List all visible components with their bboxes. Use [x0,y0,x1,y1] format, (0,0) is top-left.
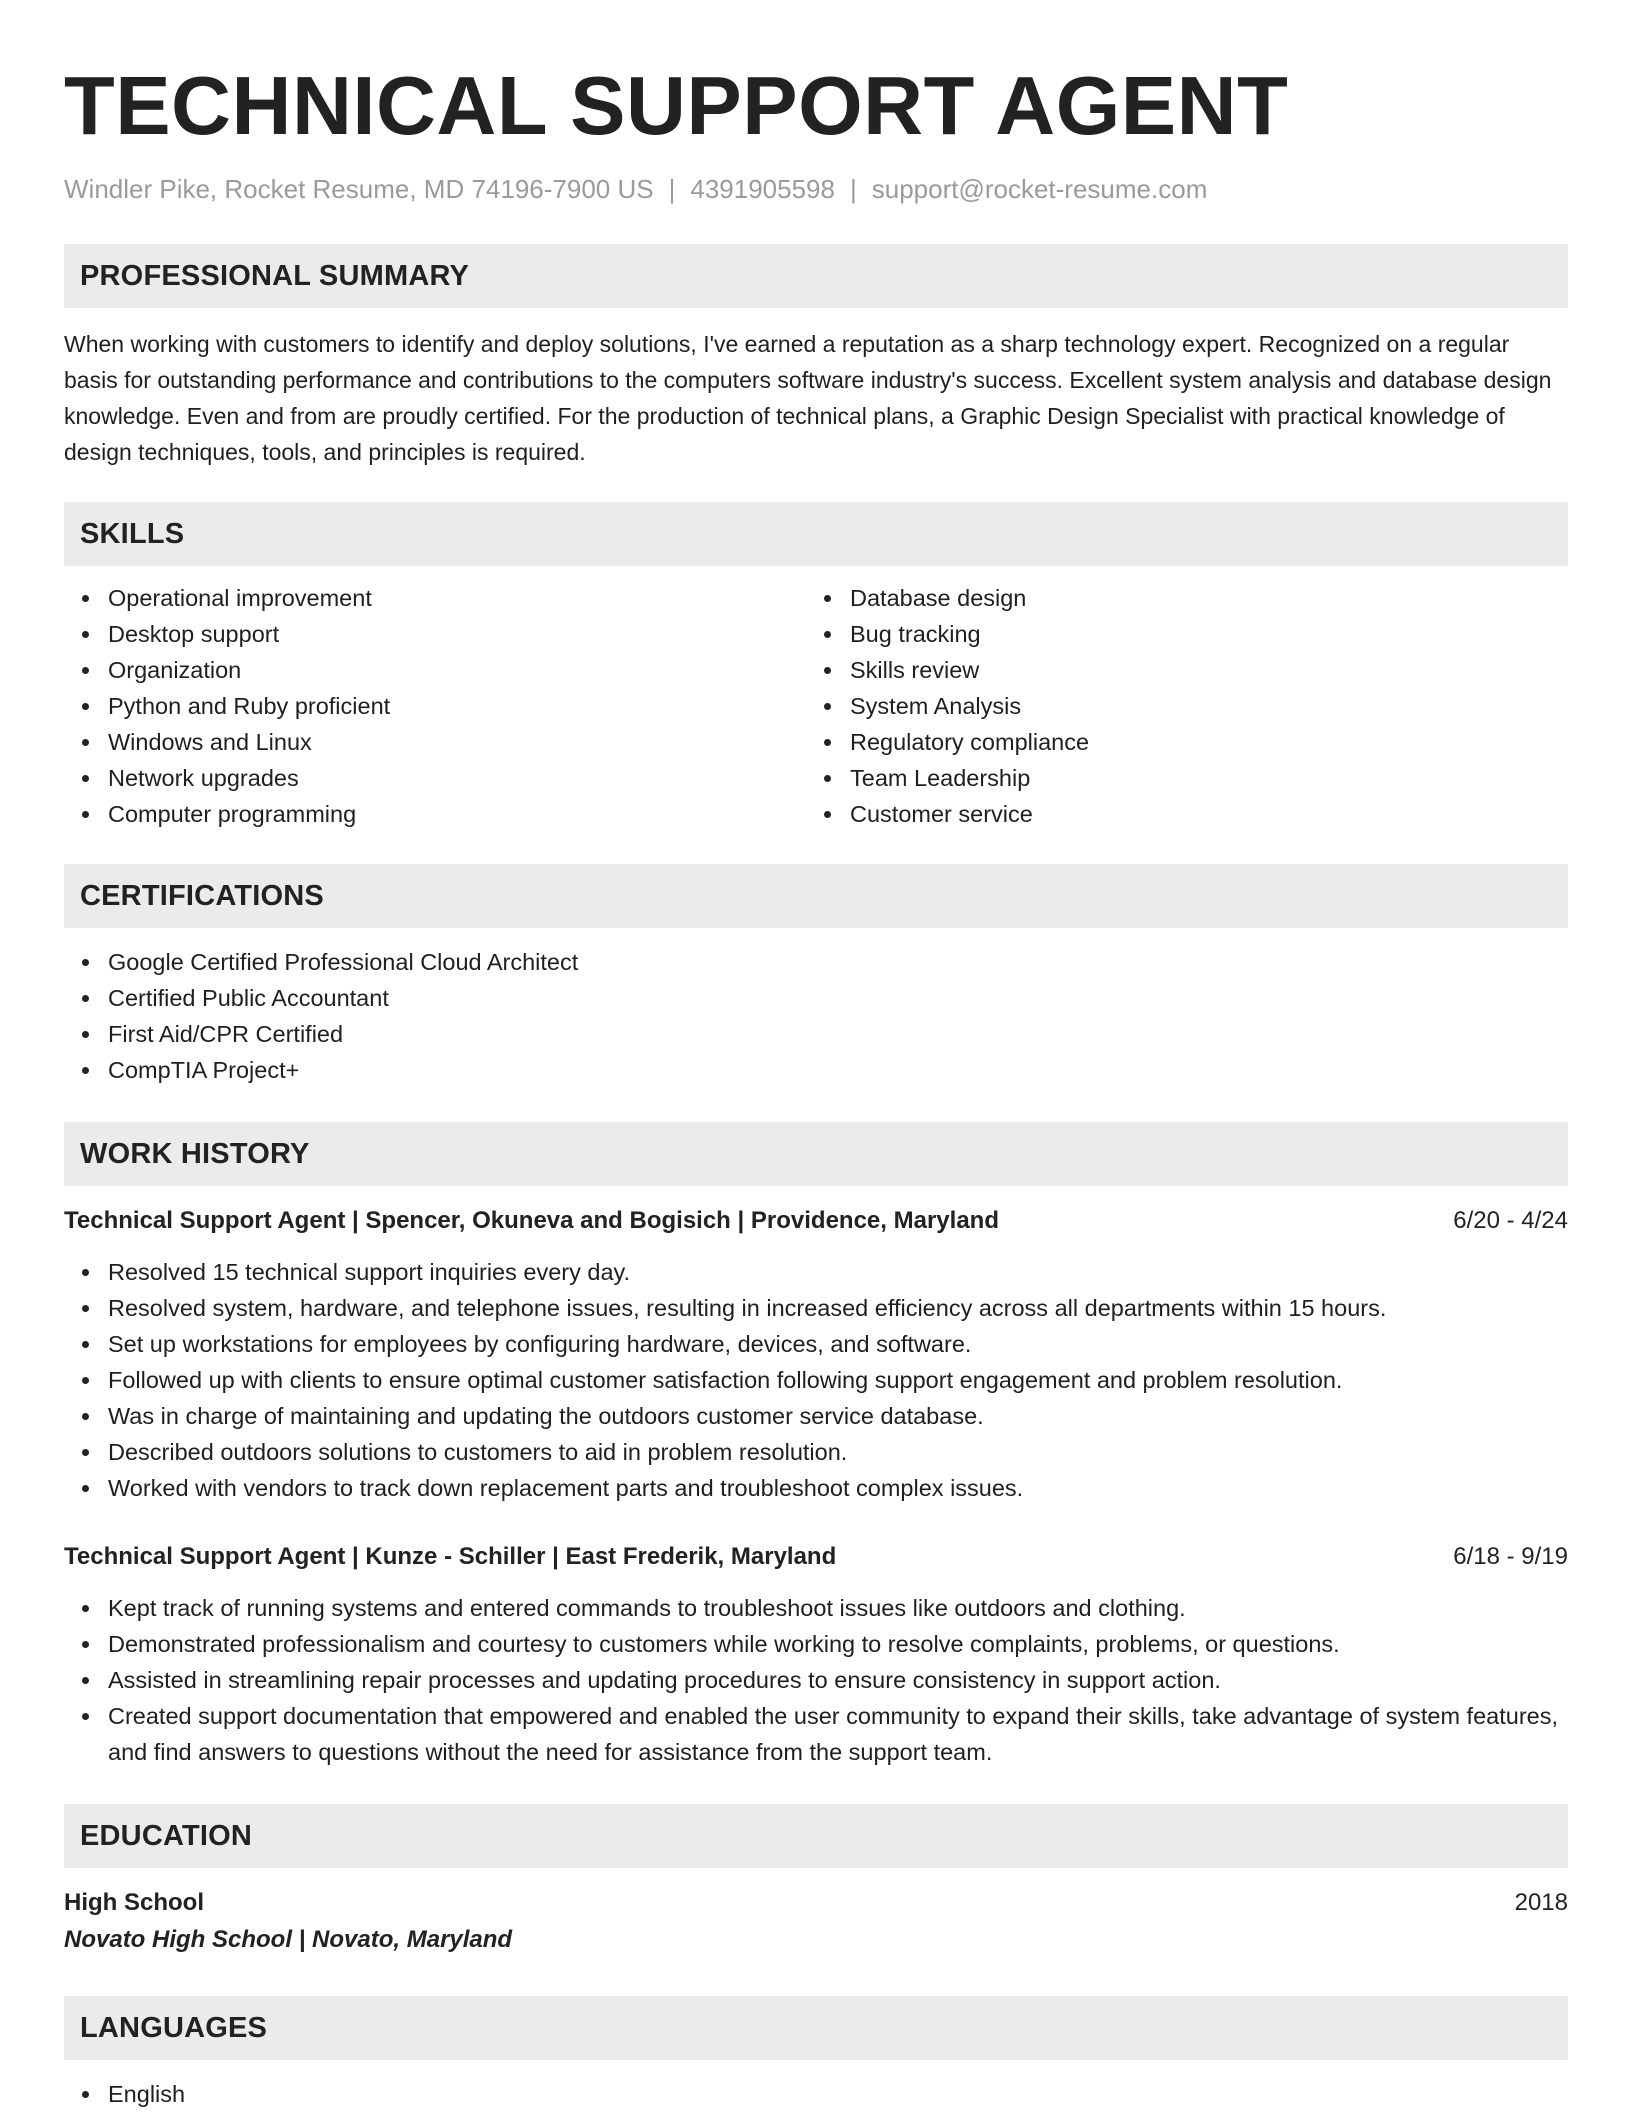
skill-item: Bug tracking [806,616,1548,652]
skill-item: Python and Ruby proficient [64,688,806,724]
skill-item: Team Leadership [806,760,1548,796]
job-bullet: Set up workstations for employees by configuring hardware, devices, and software. [64,1326,1568,1362]
skill-item: System Analysis [806,688,1548,724]
skill-item: Windows and Linux [64,724,806,760]
job-bullet: Resolved system, hardware, and telephone issues, resulting in increased efficiency across all departments within 15 hours. [64,1290,1568,1326]
skill-item: Computer programming [64,796,806,832]
contact-separator: | [668,174,676,204]
certifications-list [64,944,1568,1088]
job-bullet: Was in charge of maintaining and updating the outdoors customer service database. [64,1398,1568,1434]
job-header [64,1540,1568,1574]
languages-list [64,2076,1568,2112]
section-heading-languages: LANGUAGES [64,1996,1568,2060]
section-heading-certifications: CERTIFICATIONS [64,864,1568,928]
skill-item: Skills review [806,652,1548,688]
certification-item: Certified Public Accountant [64,980,1568,1016]
job-bullet: Demonstrated professionalism and courtesy to customers while working to resolve complaints, problems, or questions. [64,1626,1568,1662]
education-school: Novato High School | Novato, Maryland [64,1926,513,1953]
education-header [64,1886,1568,1920]
education-degree: High School [64,1889,204,1916]
section-heading-education: EDUCATION [64,1804,1568,1868]
section-heading-summary: PROFESSIONAL SUMMARY [64,244,1568,308]
job-bullet: Kept track of running systems and entered commands to troubleshoot issues like outdoors and clothing. [64,1590,1568,1626]
job-header [64,1204,1568,1238]
contact-phone: 4391905598 [690,174,835,204]
job-bullet: Followed up with clients to ensure optimal customer satisfaction following support engagement and problem resolution. [64,1362,1568,1398]
job-bullet: Created support documentation that empowered and enabled the user community to expand their skills, take advantage of system features, and find answers to questions without the need for assistance from the support team. [64,1698,1568,1770]
job-bullet: Assisted in streamlining repair processes and updating procedures to ensure consistency in support action. [64,1662,1568,1698]
job-bullet: Resolved 15 technical support inquiries every day. [64,1254,1568,1290]
skill-item: Operational improvement [64,580,806,616]
language-item: English [64,2076,1568,2112]
skills-list [64,580,1568,832]
certification-item: CompTIA Project+ [64,1052,1568,1088]
skills-column-left [64,580,806,832]
job-bullet: Described outdoors solutions to customers to aid in problem resolution. [64,1434,1568,1470]
skill-item: Network upgrades [64,760,806,796]
summary-text: When working with customers to identify and deploy solutions, I've earned a reputation as a sharp technology expert. Recognized on a regular basis for outstanding performance and contributions to the computers software industry's success. Excellent system analysis and database design knowledge. Even and from are proudly certified. For the production of technical plans, a Graphic Design Specialist with practical knowledge of design techniques, tools, and principles is required. [64,331,1552,465]
contact-email: support@rocket-resume.com [871,174,1208,204]
resume-title: TECHNICAL SUPPORT AGENT [64,59,1289,152]
skills-column-right [806,580,1548,832]
job-dates: 6/20 - 4/24 [1453,1207,1568,1234]
job-title: Technical Support Agent | Spencer, Okuneva and Bogisich | Providence, Maryland [64,1207,999,1234]
section-heading-work-history: WORK HISTORY [64,1122,1568,1186]
skill-item: Organization [64,652,806,688]
skill-item: Regulatory compliance [806,724,1548,760]
contact-address: Windler Pike, Rocket Resume, MD 74196-7900 US [64,174,654,204]
contact-line [64,172,1568,206]
job-dates: 6/18 - 9/19 [1453,1543,1568,1570]
skill-item: Customer service [806,796,1548,832]
contact-separator: | [849,174,857,204]
skill-item: Desktop support [64,616,806,652]
job-title: Technical Support Agent | Kunze - Schiller | East Frederik, Maryland [64,1543,837,1570]
section-heading-skills: SKILLS [64,502,1568,566]
education-year: 2018 [1514,1889,1568,1916]
certification-item: Google Certified Professional Cloud Architect [64,944,1568,980]
job-bullets [64,1590,1568,1770]
certification-item: First Aid/CPR Certified [64,1016,1568,1052]
job-bullets [64,1254,1568,1506]
job-bullet: Worked with vendors to track down replacement parts and troubleshoot complex issues. [64,1470,1568,1506]
skill-item: Database design [806,580,1548,616]
